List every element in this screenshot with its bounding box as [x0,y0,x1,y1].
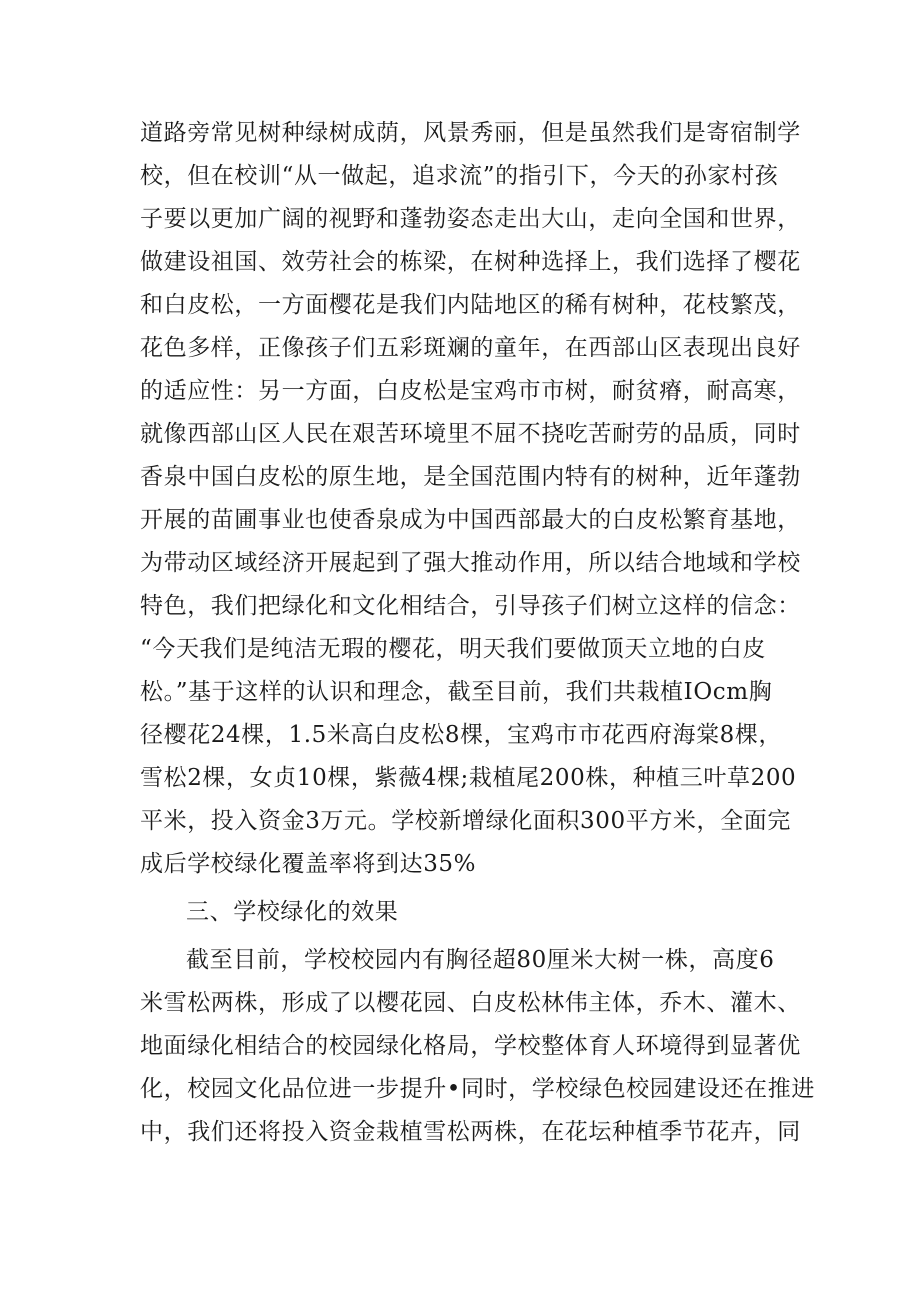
text-line: 平米，投入资金3万元。学校新增绿化面积300平方米，全面完 [140,808,791,834]
text-line: 径樱花24棵，1.5米高白皮松8棵，宝鸡市市花西府海棠8棵， [140,722,783,748]
text-line: 为带动区域经济开展起到了强大推动作用，所以结合地域和学校 [140,550,801,576]
text-line: 雪松2棵，女贞10棵，紫薇4棵;栽植尾200株，种植三叶草200 [140,765,797,791]
text-line: 米雪松两株，形成了以樱花园、白皮松林伟主体，乔木、灌木、 [140,990,801,1016]
text-line: 和白皮松，一方面樱花是我们内陆地区的稀有树种，花枝繁茂， [140,292,801,318]
text-line: 花色多样，正像孩子们五彩斑斓的童年，在西部山区表现出良好 [140,335,801,361]
text-line: 就像西部山区人民在艰苦环境里不屈不挠吃苦耐劳的品质，同时 [140,421,801,447]
text-line: 成后学校绿化覆盖率将到达35% [140,851,477,877]
section-heading: 三、学校绿化的效果 [186,899,399,925]
text-line: 截至目前，学校校园内有胸径超80厘米大树一株，高度6 [186,947,775,973]
text-line: 子要以更加广阔的视野和蓬勃姿态走出大山，走向全国和世界， [140,206,801,232]
text-line: 特色，我们把绿化和文化相结合，引导孩子们树立这样的信念： [140,593,801,619]
text-line: 校，但在校训“从一做起，追求流”的指引下，今天的孙家村孩 [140,163,779,189]
text-line: 香泉中国白皮松的原生地，是全国范围内特有的树种，近年蓬勃 [140,464,801,490]
text-line: 松。”基于这样的认识和理念，截至目前，我们共栽植IOcm胸 [140,679,773,705]
text-line: 的适应性：另一方面，白皮松是宝鸡市市树，耐贫瘠，耐高寒， [140,378,801,404]
text-line: 化，校园文化品位进一步提升•同时，学校绿色校园建设还在推进 [140,1076,815,1102]
text-line: 道路旁常见树种绿树成荫，风景秀丽，但是虽然我们是寄宿制学 [140,120,801,146]
text-line: 地面绿化相结合的校园绿化格局，学校整体育人环境得到显著优 [140,1033,801,1059]
text-line: 开展的苗圃事业也使香泉成为中国西部最大的白皮松繁育基地， [140,507,801,533]
text-line: 做建设祖国、效劳社会的栋梁，在树种选择上，我们选择了樱花 [140,249,801,275]
text-line: 中，我们还将投入资金栽植雪松两株，在花坛种植季节花卉，同 [140,1119,801,1145]
text-line: “今天我们是纯洁无瑕的樱花，明天我们要做顶天立地的白皮 [140,636,766,662]
